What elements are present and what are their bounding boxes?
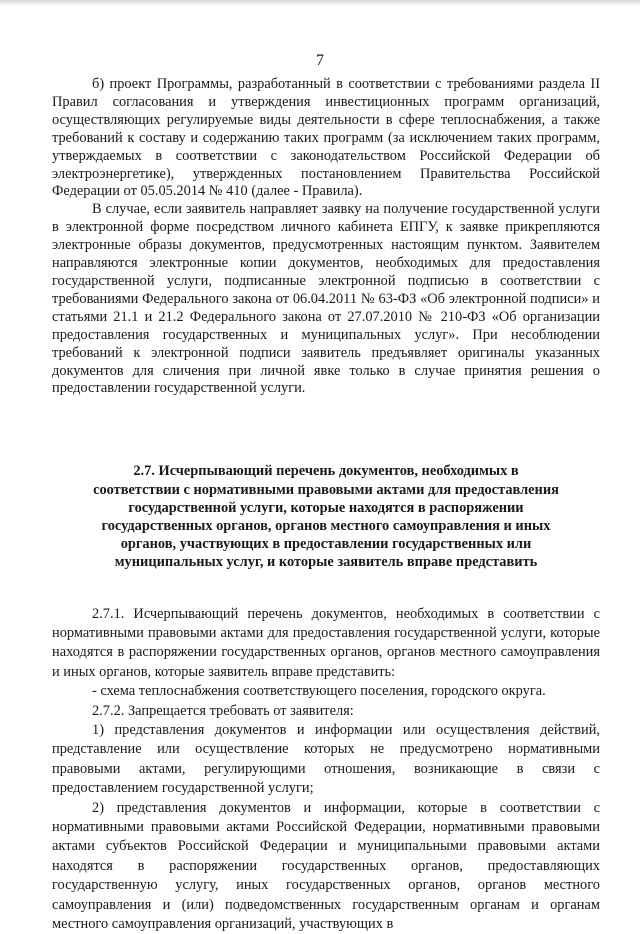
list-item-1: 1) представления документов и информации или осуществления действий, представление или осуществление которых не предусмотрено нормативными правовыми актами, регулирующими отношения, возникающие в связи с предоставлением государственной услуги;	[52, 721, 600, 797]
page-number: 7	[316, 52, 324, 69]
scan-edge	[0, 0, 640, 6]
section-heading-2-7: 2.7. Исчерпывающий перечень документов, необходимых в соответствии с нормативными правовыми актами для предоставления государственной услуги, которые находятся в распоряжении государственных органов, органов местного самоуправления и иных органов, участвующих в предоставлении государственных или муниципальных услуг, и которые заявитель вправе представить	[93, 463, 559, 571]
section-2-7-content	[52, 605, 600, 934]
list-item-2: 2) представления документов и информации, которые в соответствии с нормативными правовыми актами Российской Федерации, нормативными правовыми актами субъектов Российской Федерации и муниципальными правовыми актами находятся в распоряжении государственных органов, предоставляющих государственную услугу, иных государственных органов, органов местного самоуправления и (или) подведомственных государственным органам и органам местного самоуправления организаций, участвующих в	[52, 799, 600, 933]
list-item-heat-scheme: - схема теплоснабжения соответствующего поселения, городского округа.	[92, 683, 546, 700]
paragraph-project-program: б) проект Программы, разработанный в соответствии с требованиями раздела II Правил согласования и утверждения инвестиционных программ организаций, осуществляющих регулируемые виды деятельности в сфере теплоснабжения, а также требований к составу и содержанию таких программ (за исключением таких программ, утверждаемых в соответствии с законодательством Российской Федерации об электроэнергетике), утвержденных постановлением Правительства Российской Федерации от 05.05.2014 № 410 (далее - Правила).	[52, 76, 600, 200]
document-body	[52, 76, 600, 934]
paragraph-2-7-2: 2.7.2. Запрещается требовать от заявителя:	[92, 702, 354, 719]
paragraph-electronic-submission: В случае, если заявитель направляет заявку на получение государственной услуги в электронной форме посредством личного кабинета ЕПГУ, к заявке прикрепляются электронные образы документов, предусмотренных настоящим пунктом. Заявителем направляются электронные копии документов, необходимых для предоставления государственной услуги, подписанные электронной подписью в соответствии с требованиями Федерального закона от 06.04.2011 № 63-ФЗ «Об электронной подписи» и статьями 21.1 и 21.2 Федерального закона от 27.07.2010 № 210-ФЗ «Об организации предоставления государственных и муниципальных услуг». При несоблюдении требований к электронной подписи заявитель предъявляет оригиналы указанных документов для сличения при личной явке только в случае принятия решения о предоставлении государственной услуги.	[52, 201, 600, 397]
paragraph-2-7-1: 2.7.1. Исчерпывающий перечень документов, необходимых в соответствии с нормативными правовыми актами для предоставления государственной услуги, которые находятся в распоряжении государственных органов, органов местного самоуправления и иных органов, которые заявитель вправе представить:	[52, 605, 600, 680]
